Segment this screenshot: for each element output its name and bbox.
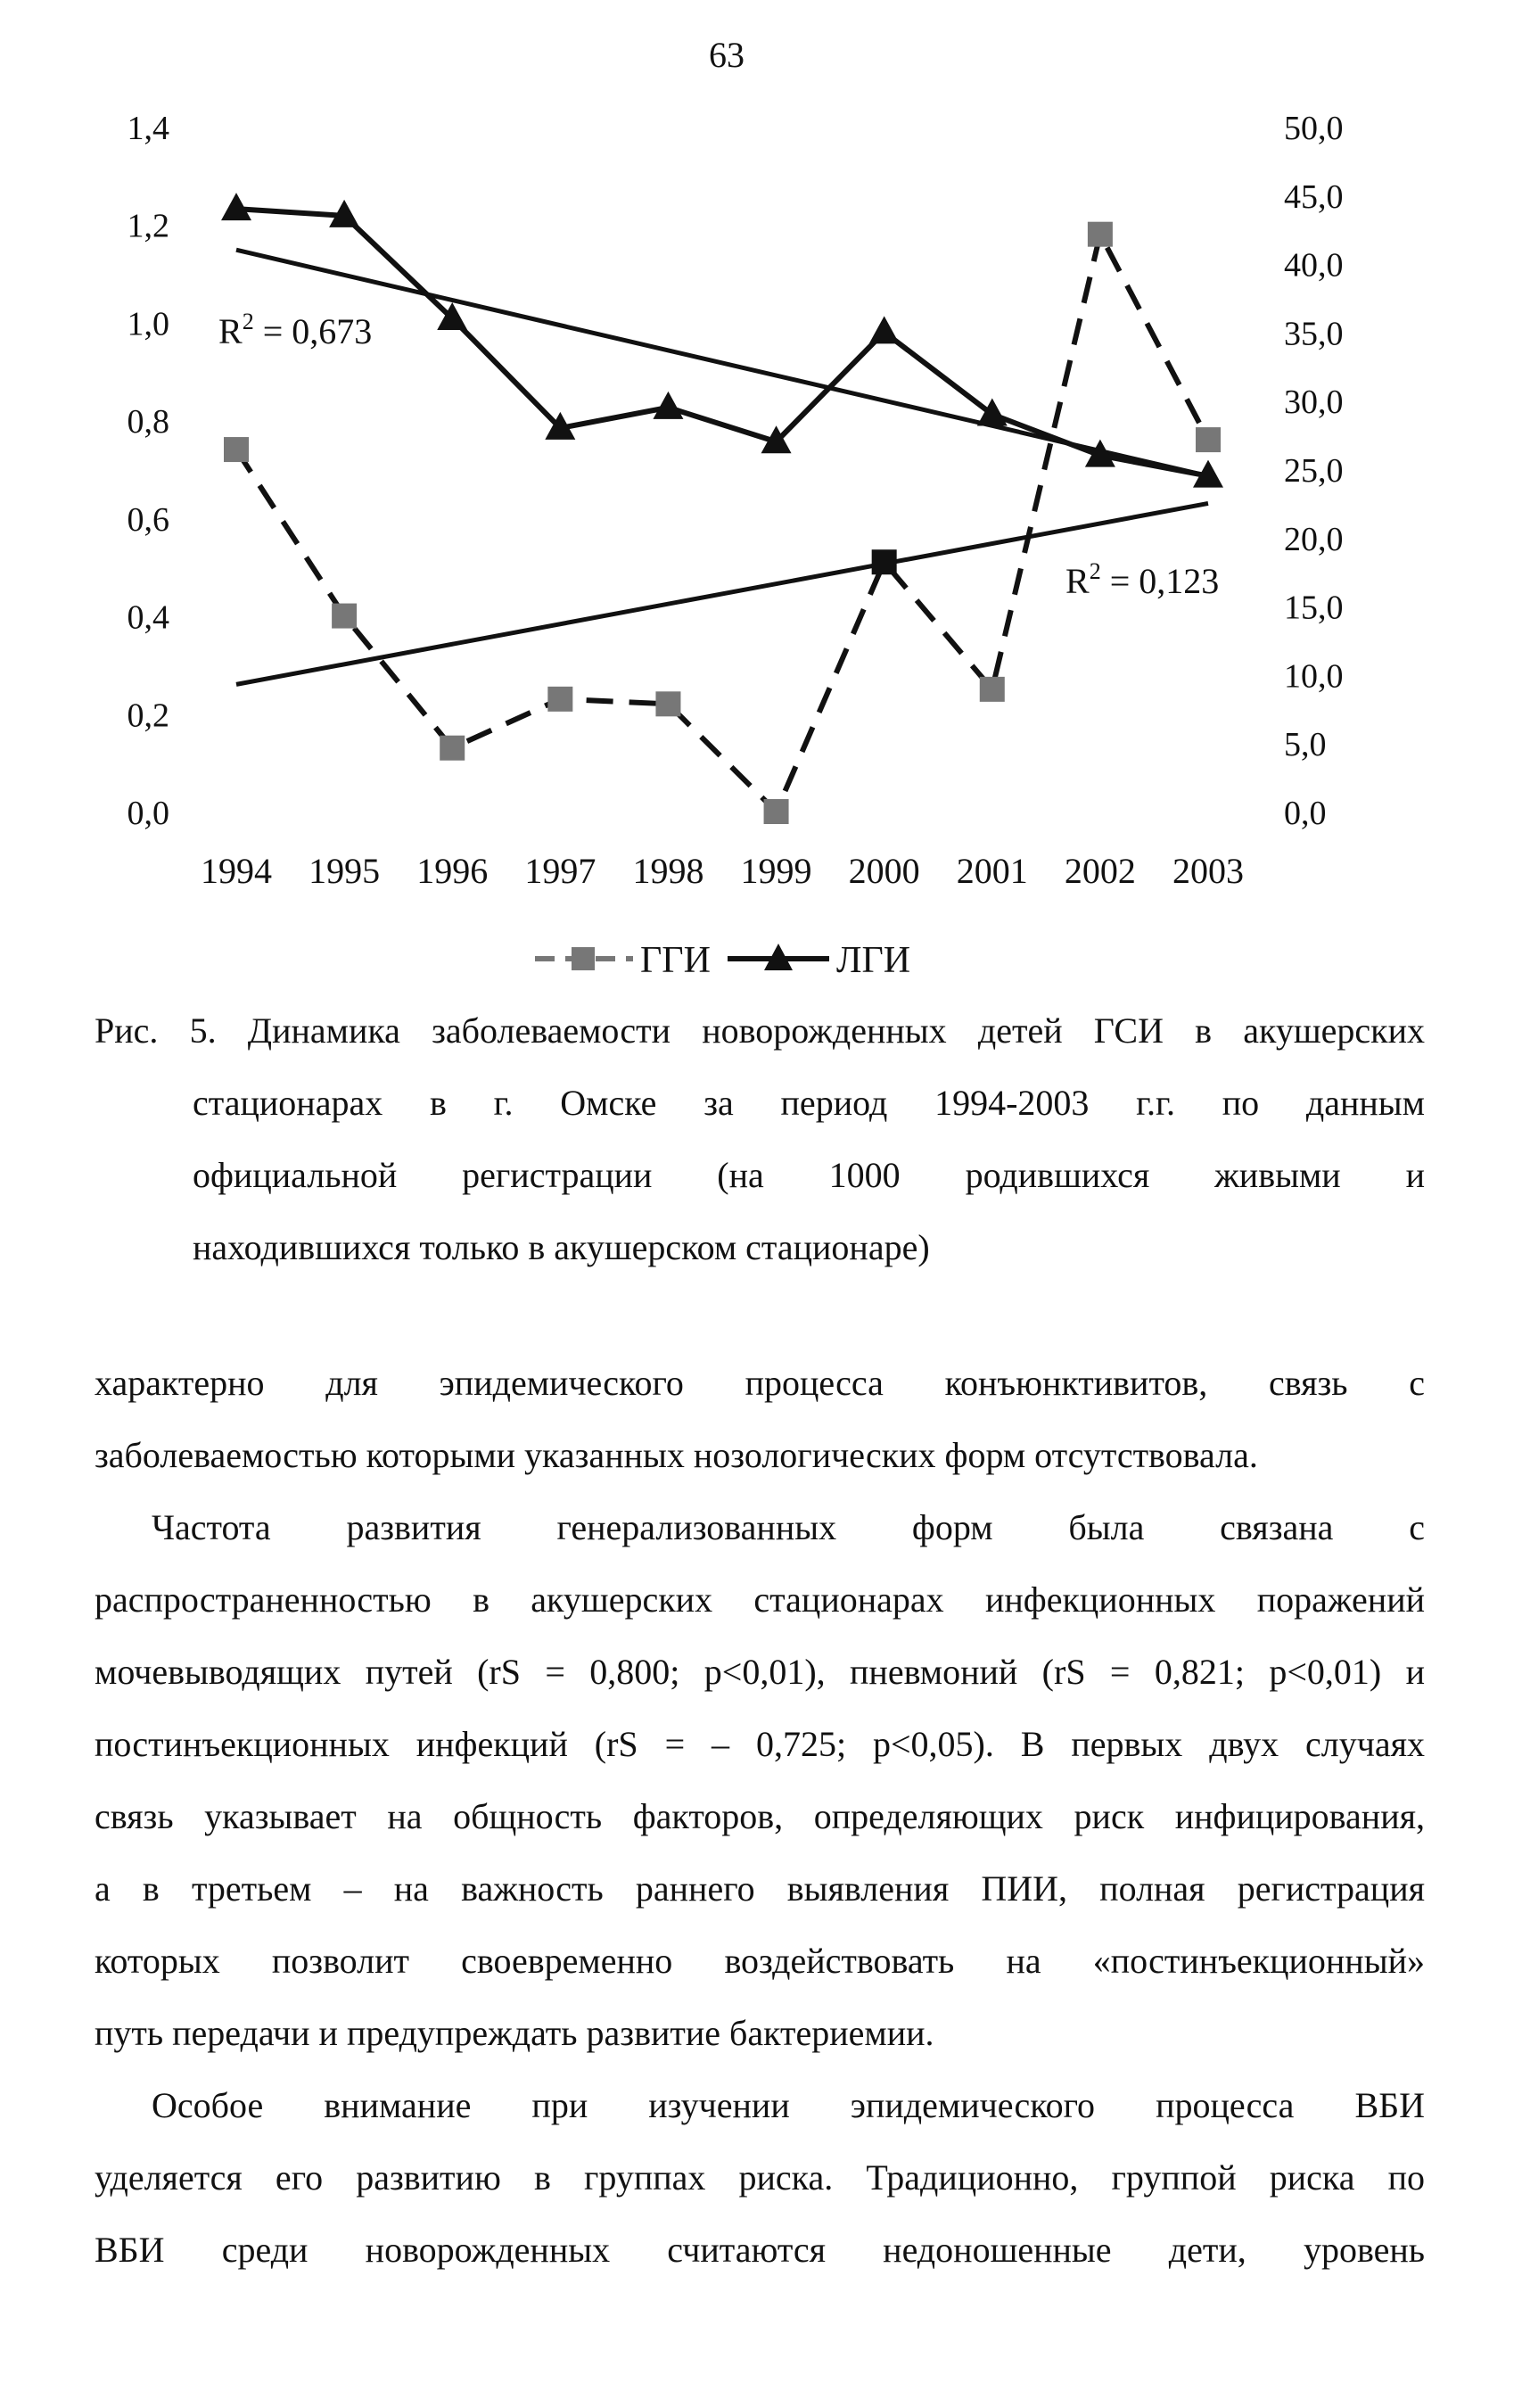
- y-left-axis: [128, 110, 170, 832]
- trendlines: [236, 250, 1208, 684]
- legend: [535, 940, 910, 981]
- figure-caption: [95, 994, 1425, 1283]
- text-line: ВБИ среди новорожденных считаются недоношенные дети, уровень: [95, 2230, 1425, 2270]
- x-tick-label: 1996: [416, 851, 489, 891]
- caption-line: Рис. 5. Динамика заболеваемости новорожденных детей ГСИ в акушерских: [95, 1010, 1425, 1051]
- y-right-tick-label: 45,0: [1284, 177, 1344, 216]
- y-left-tick-label: 1,4: [127, 110, 169, 147]
- y-left-tick-label: 0,0: [127, 795, 169, 832]
- ggi-point: [332, 604, 357, 629]
- ggi-point: [764, 799, 789, 824]
- x-axis: [201, 851, 1244, 891]
- page-number: 63: [709, 35, 745, 75]
- y-left-tick-label: 0,8: [127, 403, 169, 441]
- ggi-point: [1088, 222, 1113, 247]
- legend-ggi-marker: [572, 947, 595, 970]
- figure-chart: [0, 0, 1522, 990]
- legend-ggi-label: ГГИ: [640, 940, 711, 981]
- text-line: характерно для эпидемического процесса конъюнктивитов, связь с: [95, 1363, 1425, 1403]
- caption-line: стационарах в г. Омске за период 1994-2003 г.г. по данным: [193, 1083, 1425, 1123]
- ggi-point: [980, 677, 1005, 702]
- r2-label-gli: $R^2 = 0,673$: [218, 309, 373, 351]
- ggi-point: [872, 549, 897, 574]
- x-tick-label: 2000: [848, 851, 920, 891]
- x-tick-label: 2003: [1172, 851, 1244, 891]
- series-line-ggi: [236, 235, 1208, 812]
- x-tick-label: 2001: [956, 851, 1028, 891]
- x-tick-label: 1999: [740, 851, 812, 891]
- y-left-tick-label: 1,0: [127, 305, 169, 343]
- legend-gli-label: ЛГИ: [836, 940, 911, 981]
- y-right-tick-label: 0,0: [1284, 795, 1327, 832]
- text-line: которых позволит своевременно воздействовать на «постинъекционный»: [95, 1941, 1425, 1981]
- y-left-tick-label: 0,2: [127, 697, 169, 735]
- ggi-point: [547, 687, 572, 712]
- x-tick-label: 1997: [524, 851, 596, 891]
- ggi-point: [655, 691, 680, 716]
- caption-line: находившихся только в акушерском стационаре): [193, 1227, 930, 1267]
- y-right-tick-label: 5,0: [1284, 726, 1327, 764]
- gli-point: [653, 392, 683, 419]
- y-right-axis: [1284, 110, 1344, 832]
- y-right-tick-label: 20,0: [1284, 520, 1344, 558]
- ggi-point: [224, 437, 249, 462]
- y-left-tick-label: 0,6: [127, 500, 169, 539]
- r2-label-ggi: $R^2 = 0,123$: [1065, 558, 1220, 601]
- y-right-tick-label: 30,0: [1284, 383, 1344, 422]
- ggi-point: [440, 736, 465, 761]
- caption-line: официальной регистрации (на 1000 родившихся живыми и: [193, 1155, 1425, 1195]
- text-line: Частота развития генерализованных форм была связана с: [152, 1507, 1425, 1547]
- series-line-gli: [236, 209, 1208, 476]
- x-tick-label: 1994: [201, 851, 272, 891]
- y-right-tick-label: 35,0: [1284, 315, 1344, 353]
- text-line: распространенностью в акушерских стационарах инфекционных поражений: [95, 1579, 1425, 1620]
- body-text: [95, 1347, 1425, 2286]
- x-tick-label: 1998: [632, 851, 704, 891]
- y-right-tick-label: 50,0: [1284, 110, 1344, 147]
- text-line: мочевыводящих путей (rS = 0,800; p<0,01), пневмоний (rS = 0,821; p<0,01) и: [95, 1652, 1425, 1692]
- y-right-tick-label: 10,0: [1284, 657, 1344, 696]
- gli-point: [869, 316, 900, 343]
- text-line: уделяется его развитию в группах риска. Традиционно, группой риска по: [95, 2157, 1425, 2198]
- text-line: постинъекционных инфекций (rS = – 0,725; p<0,05). В первых двух случаях: [95, 1724, 1425, 1764]
- series: [221, 193, 1223, 824]
- text-line: а в третьем – на важность раннего выявления ПИИ, полная регистрация: [95, 1868, 1425, 1909]
- text-line: путь передачи и предупреждать развитие бактериемии.: [95, 2013, 934, 2053]
- text-line: заболеваемостью которыми указанных нозологических форм отсутствовала.: [95, 1435, 1258, 1475]
- text-line: Особое внимание при изучении эпидемического процесса ВБИ: [152, 2085, 1425, 2125]
- gli-point: [977, 399, 1008, 426]
- y-right-tick-label: 40,0: [1284, 246, 1344, 285]
- gli-point: [221, 193, 251, 220]
- text-line: связь указывает на общность факторов, определяющих риск инфицирования,: [95, 1796, 1425, 1836]
- x-tick-label: 1995: [309, 851, 381, 891]
- y-right-tick-label: 15,0: [1284, 589, 1344, 627]
- x-tick-label: 2002: [1064, 851, 1136, 891]
- y-left-tick-label: 0,4: [127, 598, 169, 637]
- ggi-point: [1196, 427, 1221, 452]
- trendline-ggi: [236, 503, 1208, 684]
- y-left-tick-label: 1,2: [127, 207, 169, 245]
- y-right-tick-label: 25,0: [1284, 452, 1344, 490]
